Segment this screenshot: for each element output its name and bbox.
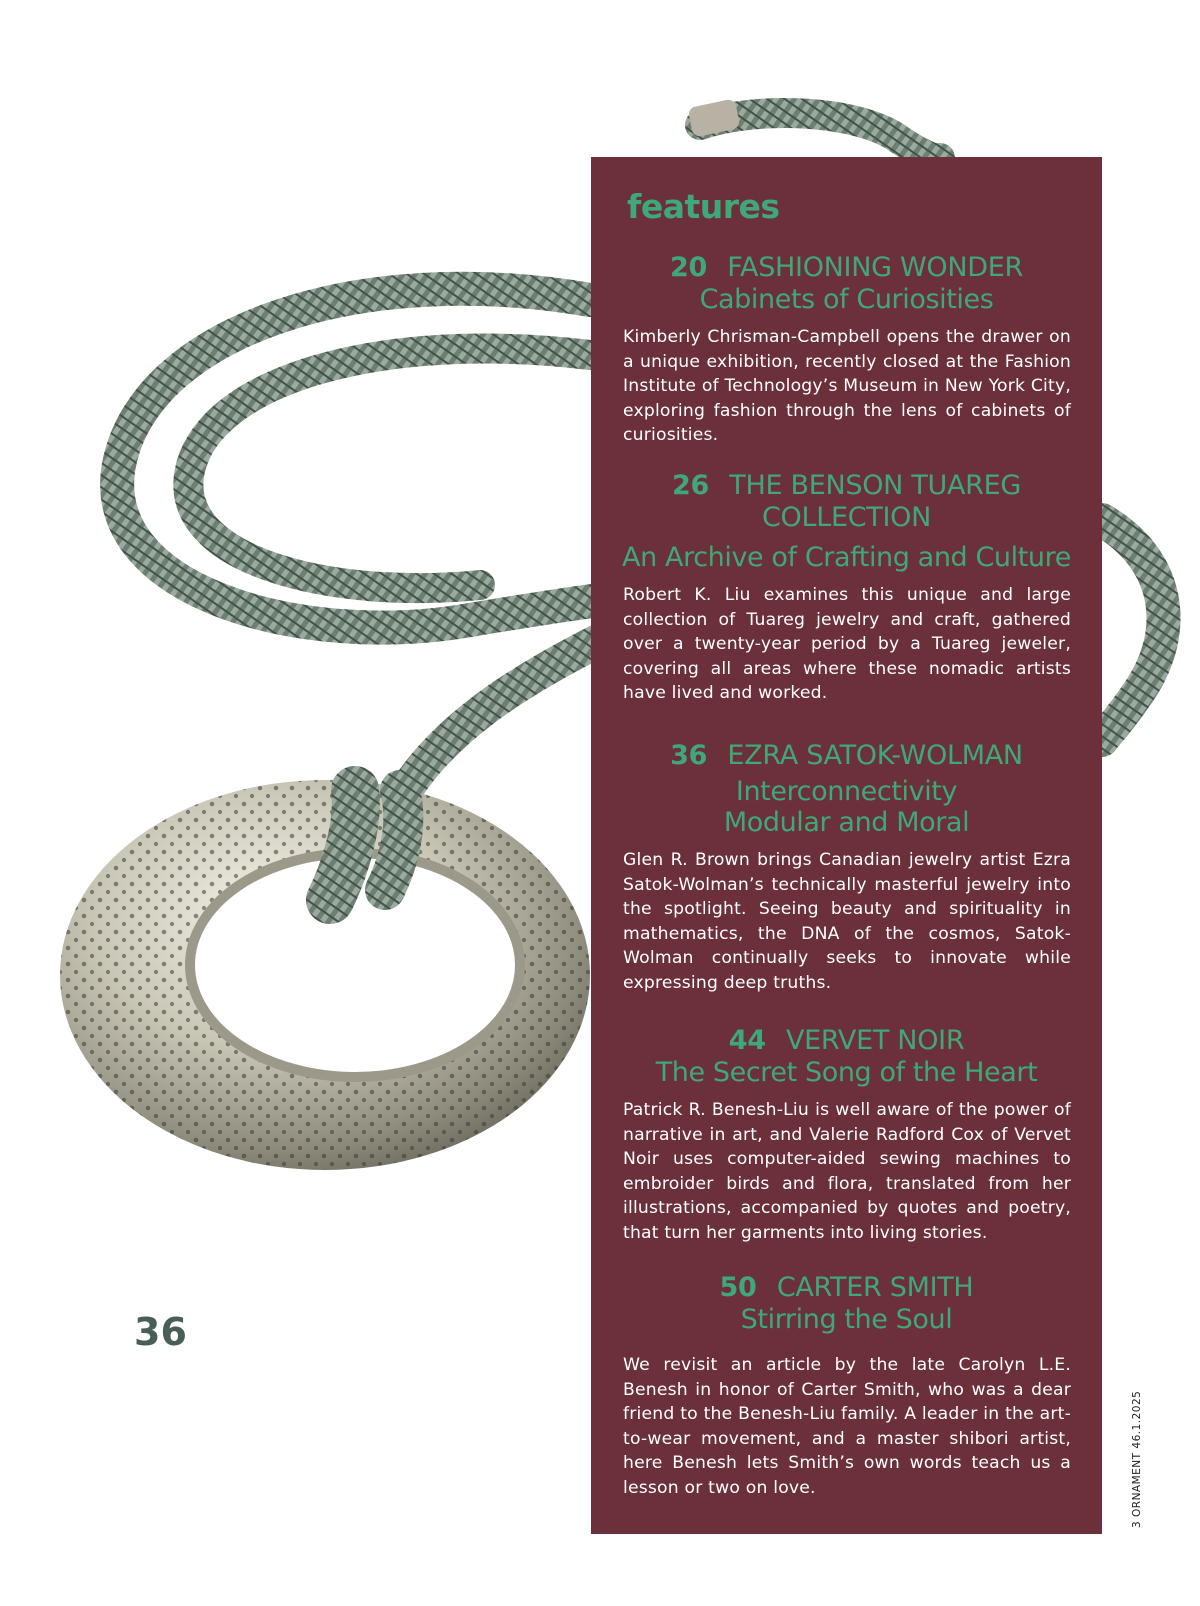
feature-title: THE BENSON TUAREG: [729, 470, 1022, 501]
page-credit: 3 ORNAMENT 46.1.2025: [1131, 1390, 1143, 1528]
feature-description: Kimberly Chrisman-Campbell opens the drawer on a unique exhibition, recently closed at the Fashion Institute of Technology’s Museum in New York City, exploring fashion through the lens of cabinets of curiosities.: [623, 327, 1071, 446]
feature-subtitle-2: Modular and Moral: [723, 807, 970, 838]
feature-item: [591, 740, 1102, 996]
feature-title: EZRA SATOK-WOLMAN: [727, 740, 1023, 771]
feature-page-number: 26: [671, 470, 709, 501]
features-panel: [591, 157, 1102, 1534]
feature-title: FASHIONING WONDER: [727, 252, 1023, 283]
feature-title-line: [591, 1272, 1102, 1304]
feature-description: We revisit an article by the late Carolyn L.E. Benesh in honor of Carter Smith, who was a dear friend to the Benesh-Liu family. A leader in the art-to-wear movement, and a master shibori artist, here Benesh lets Smith’s own words teach us a lesson or two on love.: [623, 1355, 1071, 1498]
feature-page-number: 44: [728, 1025, 766, 1056]
feature-title-line: [591, 1025, 1102, 1057]
feature-item: [591, 1025, 1102, 1246]
photo-caption-number: 36: [134, 1310, 187, 1354]
feature-description: Patrick R. Benesh-Liu is well aware of the power of narrative in art, and Valerie Radford Cox of Vervet Noir uses computer-aided sewing machines to embroider birds and flora, translated from her illustrations, accompanied by quotes and poetry, that turn her garments into living stories.: [623, 1100, 1071, 1243]
feature-page-number: 50: [719, 1272, 757, 1303]
feature-subtitle: Stirring the Soul: [740, 1304, 953, 1335]
feature-subtitle: An Archive of Crafting and Culture: [622, 542, 1071, 573]
feature-description: Robert K. Liu examines this unique and large collection of Tuareg jewelry and craft, gathered over a twenty-year period by a Tuareg jeweler, covering all areas where these nomadic artists have lived and worked.: [623, 585, 1071, 704]
feature-title: CARTER SMITH: [776, 1272, 974, 1303]
section-heading: features: [627, 187, 780, 226]
feature-item: [591, 1272, 1102, 1501]
feature-subtitle: The Secret Song of the Heart: [655, 1057, 1038, 1088]
feature-subtitle: Interconnectivity: [735, 776, 958, 807]
feature-item: [591, 252, 1102, 448]
feature-item: [591, 470, 1102, 706]
feature-page-number: 36: [670, 740, 708, 771]
feature-subtitle: Cabinets of Curiosities: [699, 284, 994, 315]
feature-title-line: [591, 470, 1102, 502]
feature-page-number: 20: [670, 252, 707, 283]
feature-description: Glen R. Brown brings Canadian jewelry artist Ezra Satok-Wolman’s technically masterful jewelry into the spotlight. Seeing beauty and spirituality in mathematics, the DNA of the cosmos, Satok-Wolman continually seeks to innovate while expressing deep truths.: [623, 850, 1071, 993]
feature-title: VERVET NOIR: [785, 1025, 965, 1056]
feature-title-line: [591, 252, 1102, 284]
feature-title-line-2: COLLECTION: [761, 502, 931, 533]
feature-title-line: [591, 740, 1102, 772]
